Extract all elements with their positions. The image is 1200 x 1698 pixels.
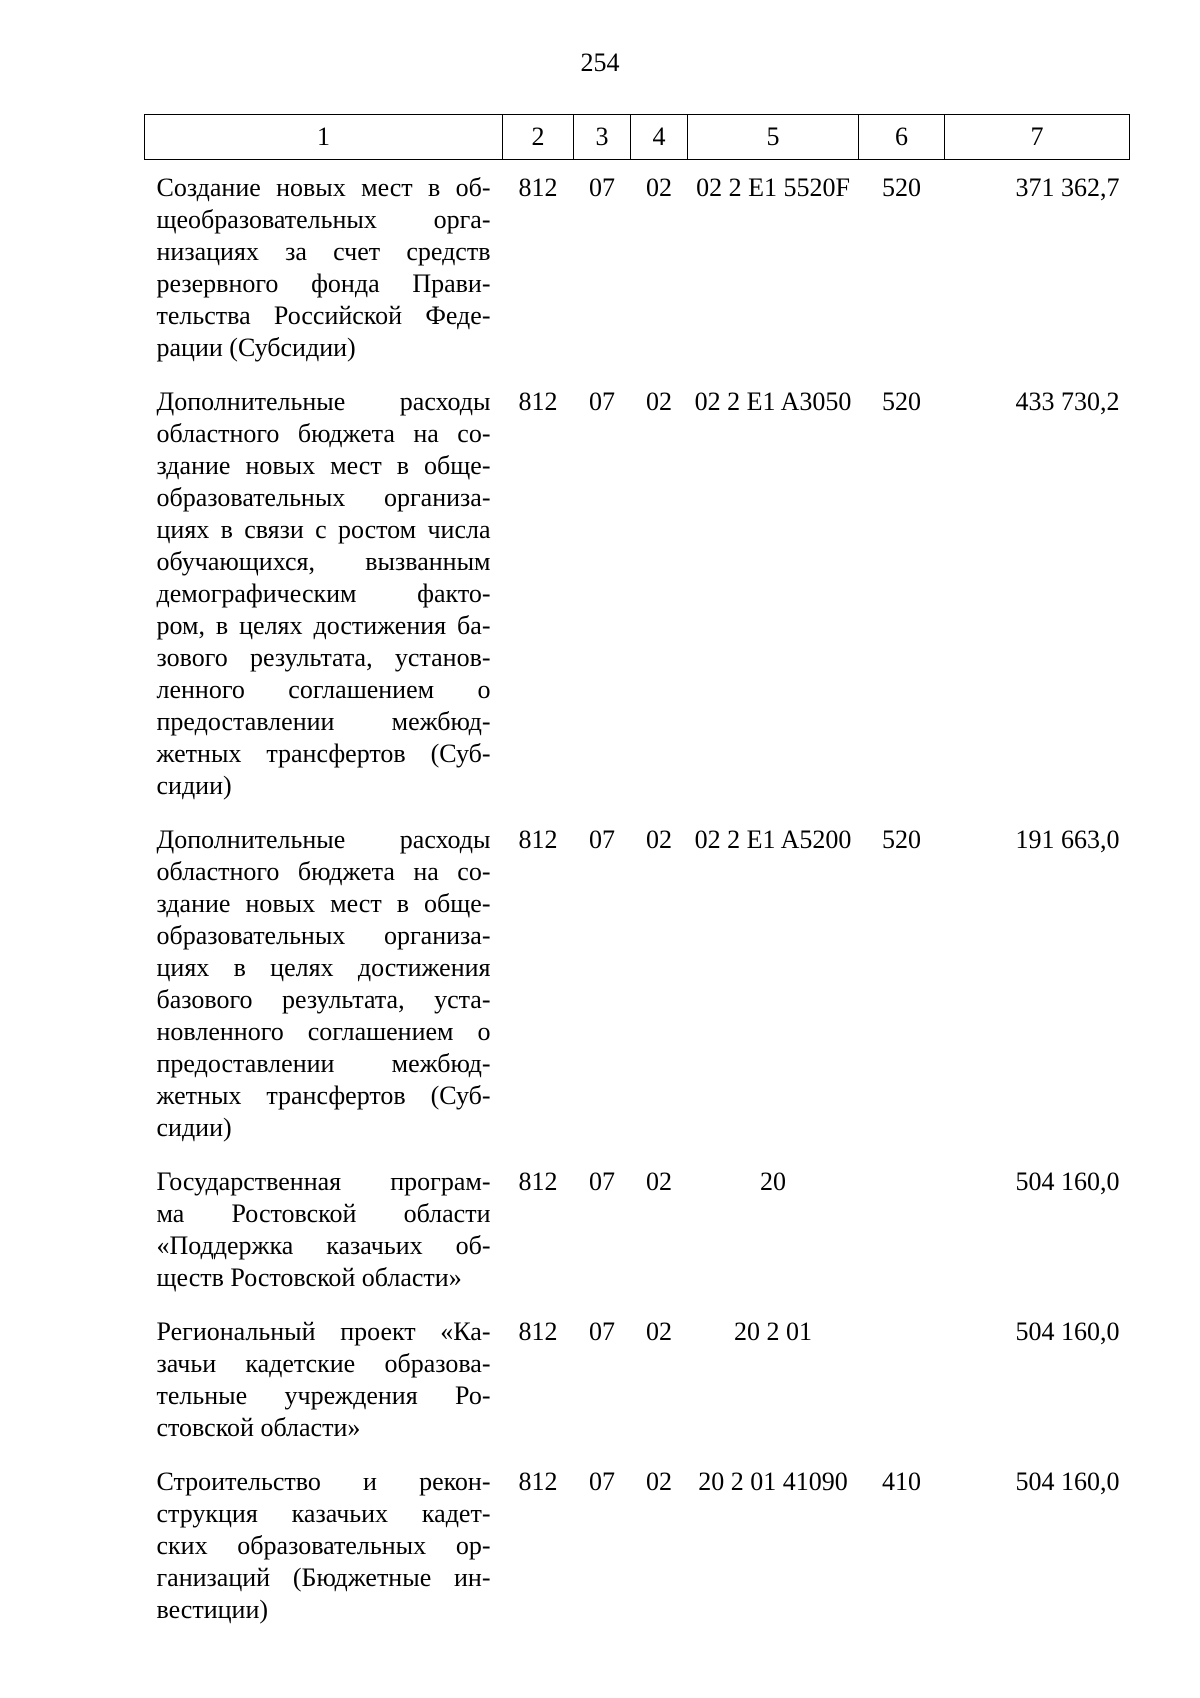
description-line: Государственная програм- <box>156 1167 491 1196</box>
department-code: 812 <box>518 1317 558 1346</box>
description-line: ленного соглашением о <box>156 675 491 704</box>
description-line: щеобразовательных орга- <box>156 205 491 234</box>
description-line: циях в связи с ростом числа <box>156 515 491 544</box>
description-line: струкция казачьих кадет- <box>156 1499 491 1528</box>
amount: 371 362,7 <box>1015 173 1120 202</box>
expense-type-code: 520 <box>882 825 921 854</box>
department-code: 812 <box>518 1167 558 1196</box>
column-header-7: 7 <box>945 115 1130 160</box>
description-line: образовательных организа- <box>156 483 491 512</box>
expense-type-code <box>859 1154 945 1304</box>
amount: 191 663,0 <box>1015 825 1120 854</box>
amount: 433 730,2 <box>1015 387 1120 416</box>
description-line: ром, в целях достижения ба- <box>156 611 491 640</box>
table-body <box>145 160 1130 1637</box>
section-code: 07 <box>589 1317 615 1346</box>
description-line: новленного соглашением о <box>156 1017 491 1046</box>
description-line: ма Ростовской области <box>156 1199 491 1228</box>
section-code: 07 <box>589 1167 615 1196</box>
budget-table <box>144 114 1130 1636</box>
description-line: ганизаций (Бюджетные ин- <box>156 1563 491 1592</box>
description-line: Дополнительные расходы <box>156 825 491 854</box>
description-line: образовательных организа- <box>156 921 491 950</box>
target-article-code: 02 2 E1 5520F <box>696 173 850 202</box>
description-line: вестиции) <box>156 1595 269 1624</box>
description-line: рации (Субсидии) <box>156 333 356 362</box>
description-line: зачьи кадетские образова- <box>156 1349 491 1378</box>
description-line: резервного фонда Прави- <box>156 269 491 298</box>
description-line: предоставлении межбюд- <box>156 1049 491 1078</box>
subsection-code: 02 <box>646 1167 672 1196</box>
column-header-3: 3 <box>574 115 631 160</box>
table-row <box>145 812 1130 1154</box>
row-description <box>145 1304 503 1454</box>
department-code: 812 <box>518 387 558 416</box>
description-line: тельные учреждения Ро- <box>156 1381 491 1410</box>
description-line: сидии) <box>156 1113 232 1142</box>
description-line: стовской области» <box>156 1413 361 1442</box>
column-header-2: 2 <box>503 115 574 160</box>
description-line: Дополнительные расходы <box>156 387 491 416</box>
description-line: Региональный проект «Ка- <box>156 1317 491 1346</box>
section-code: 07 <box>589 173 615 202</box>
subsection-code: 02 <box>646 1317 672 1346</box>
section-code: 07 <box>589 1467 615 1496</box>
table-row <box>145 1154 1130 1304</box>
target-article-code: 20 <box>760 1167 786 1196</box>
table-row <box>145 1454 1130 1636</box>
amount: 504 160,0 <box>1015 1167 1120 1196</box>
header-row <box>145 115 1130 160</box>
amount: 504 160,0 <box>1015 1317 1120 1346</box>
description-line: «Поддержка казачьих об- <box>156 1231 491 1260</box>
row-description <box>145 374 503 812</box>
table-row <box>145 374 1130 812</box>
description-line: тельства Российской Феде- <box>156 301 491 330</box>
description-line: областного бюджета на со- <box>156 419 491 448</box>
description-line: Строительство и рекон- <box>156 1467 491 1496</box>
department-code: 812 <box>518 825 558 854</box>
description-line: базового результата, уста- <box>156 985 491 1014</box>
description-line: зового результата, установ- <box>156 643 491 672</box>
description-line: низациях за счет средств <box>156 237 491 266</box>
row-description <box>145 812 503 1154</box>
table-row <box>145 160 1130 375</box>
row-description <box>145 160 503 375</box>
description-line: жетных трансфертов (Суб- <box>156 739 491 768</box>
description-line: Создание новых мест в об- <box>156 173 491 202</box>
expense-type-code: 520 <box>882 173 921 202</box>
department-code: 812 <box>518 1467 558 1496</box>
department-code: 812 <box>518 173 558 202</box>
expense-type-code: 520 <box>882 387 921 416</box>
table-row <box>145 1304 1130 1454</box>
subsection-code: 02 <box>646 825 672 854</box>
subsection-code: 02 <box>646 173 672 202</box>
column-header-1: 1 <box>145 115 503 160</box>
column-header-6: 6 <box>859 115 945 160</box>
description-line: обучающихся, вызванным <box>156 547 491 576</box>
target-article-code: 02 2 E1 A5200 <box>694 825 852 854</box>
subsection-code: 02 <box>646 1467 672 1496</box>
description-line: здание новых мест в обще- <box>156 451 491 480</box>
section-code: 07 <box>589 825 615 854</box>
description-line: демографическим факто- <box>156 579 491 608</box>
expense-type-code <box>859 1304 945 1454</box>
row-description <box>145 1454 503 1636</box>
description-line: предоставлении межбюд- <box>156 707 491 736</box>
target-article-code: 20 2 01 41090 <box>698 1467 848 1496</box>
description-line: сидии) <box>156 771 232 800</box>
target-article-code: 20 2 01 <box>734 1317 812 1346</box>
description-line: циях в целях достижения <box>156 953 491 982</box>
amount: 504 160,0 <box>1015 1467 1120 1496</box>
section-code: 07 <box>589 387 615 416</box>
page-number: 254 <box>580 48 620 77</box>
column-header-4: 4 <box>631 115 688 160</box>
target-article-code: 02 2 E1 A3050 <box>694 387 852 416</box>
row-description <box>145 1154 503 1304</box>
expense-type-code: 410 <box>882 1467 921 1496</box>
column-header-5: 5 <box>688 115 859 160</box>
description-line: ществ Ростовской области» <box>156 1263 462 1292</box>
description-line: ских образовательных ор- <box>156 1531 491 1560</box>
description-line: жетных трансфертов (Суб- <box>156 1081 491 1110</box>
description-line: областного бюджета на со- <box>156 857 491 886</box>
description-line: здание новых мест в обще- <box>156 889 491 918</box>
subsection-code: 02 <box>646 387 672 416</box>
